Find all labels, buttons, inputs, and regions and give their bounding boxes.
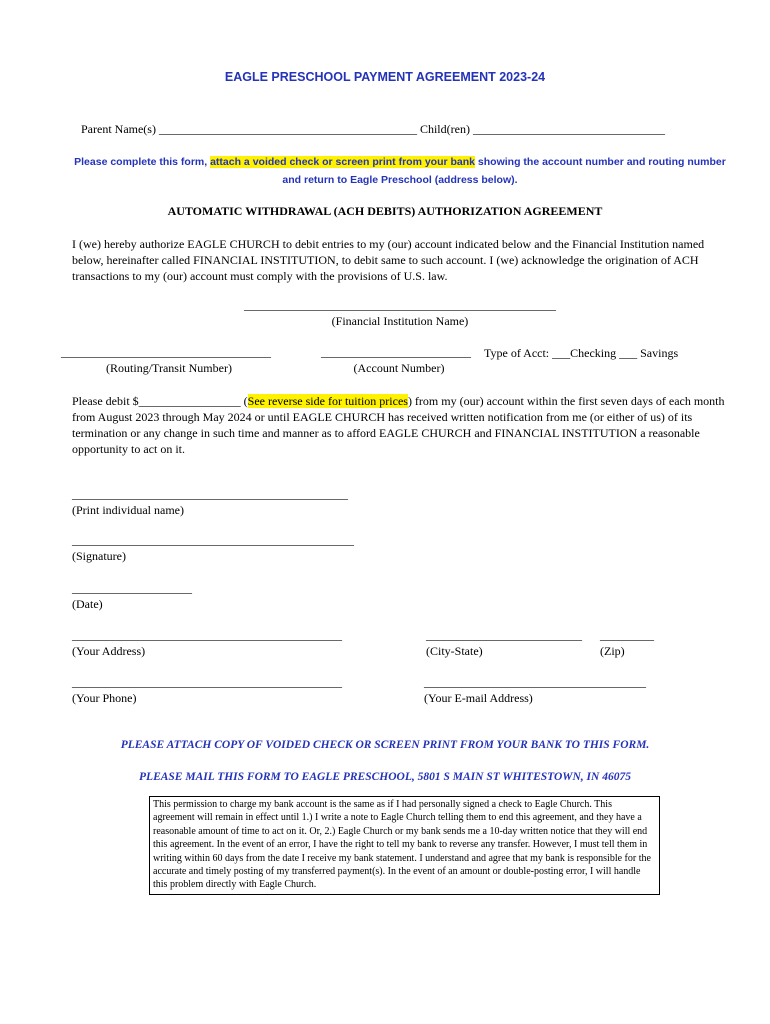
date-label: (Date) <box>72 597 103 611</box>
address-line[interactable]: _____________________________________________ <box>72 628 342 642</box>
section-heading: AUTOMATIC WITHDRAWAL (ACH DEBITS) AUTHORIZATION AGREEMENT <box>167 204 603 218</box>
phone-label: (Your Phone) <box>72 691 137 705</box>
tuition-note-highlight: See reverse side for tuition prices <box>247 394 408 408</box>
instructions-part2: showing the account number and routing number and return to Eagle Preschool (address below). <box>282 156 726 186</box>
city-state-label: (City-State) <box>426 644 483 658</box>
instructions-part1: Please complete this form, <box>74 156 211 168</box>
parent-child-line[interactable]: Parent Name(s) ___________________________________________ Child(ren) ________________________________ <box>81 122 665 136</box>
signature-label: (Signature) <box>72 549 126 563</box>
page-title: EAGLE PRESCHOOL PAYMENT AGREEMENT 2023-24 <box>224 70 546 84</box>
financial-institution-line[interactable]: ____________________________________________________ <box>244 298 556 312</box>
debit-paren: ( <box>243 394 248 408</box>
authorization-text: I (we) hereby authorize EAGLE CHURCH to debit entries to my (our) account indicated below and the Financial Institution named below, hereinafter called FINANCIAL INSTITUTION, to debit same to such account. I (we) acknowledge the origination of ACH transactions to my (our) account must comply with the provisions of U.S. law. <box>72 237 705 283</box>
attach-notice: PLEASE ATTACH COPY OF VOIDED CHECK OR SCREEN PRINT FROM YOUR BANK TO THIS FORM. <box>120 739 650 751</box>
address-label: (Your Address) <box>72 644 146 658</box>
city-state-line[interactable]: __________________________ <box>426 628 582 642</box>
debit-prefix: Please debit $ <box>72 394 139 408</box>
financial-institution-label: (Financial Institution Name) <box>331 314 469 328</box>
date-line[interactable]: ____________________ <box>72 581 192 595</box>
debit-rest: ) from my (our) account within the first seven days of each month from August 2023 through May 2024 or until EAGLE CHURCH has received written notification from me (or either of us) of its termination or any change in such time and manner as to afford EAGLE CHURCH and FINANCIAL INSTITUTION a reasonable opportunity to act on it. <box>72 394 725 456</box>
instructions-highlight: attach a voided check or screen print from your bank <box>210 156 476 168</box>
debit-paragraph <box>72 393 734 457</box>
permission-notice-box: This permission to charge my bank account is the same as if I had personally signed a check to Eagle Church. This agreement will remain in effect until 1.) I write a note to Eagle Church telling them to end this agreement, and they have a reasonable amount of time to act on it. Or, 2.) Eagle Church or my bank sends me a 10-day written notice that they will end this agreement. In the event of an error, I have the right to tell my bank to reverse any transfer. However, I must tell them in writing within 60 days from the date I receive my bank statement. I understand and agree that my bank is responsible for the accurate and timely posting of my transferred payment(s). In the event of an amount or double-posting error, I will handle this problem directly with Eagle Church. <box>149 796 660 895</box>
zip-line[interactable]: _________ <box>600 628 654 642</box>
phone-line[interactable]: _____________________________________________ <box>72 675 342 689</box>
email-line[interactable]: _____________________________________ <box>424 675 646 689</box>
email-label: (Your E-mail Address) <box>424 691 533 705</box>
debit-amount-blank[interactable]: _________________ <box>138 394 244 408</box>
zip-label: (Zip) <box>600 644 625 658</box>
routing-number-line[interactable]: ___________________________________ <box>61 345 271 359</box>
account-number-label: (Account Number) <box>353 361 445 375</box>
print-name-line[interactable]: ______________________________________________ <box>72 487 348 501</box>
print-name-label: (Print individual name) <box>72 503 184 517</box>
account-type-field[interactable]: Type of Acct: ___Checking ___ Savings <box>484 346 679 360</box>
instructions <box>70 153 730 189</box>
mail-notice: PLEASE MAIL THIS FORM TO EAGLE PRESCHOOL, 5801 S MAIN ST WHITESTOWN, IN 46075 <box>139 771 631 783</box>
signature-line[interactable]: _______________________________________________ <box>72 533 354 547</box>
routing-number-label: (Routing/Transit Number) <box>106 361 232 375</box>
account-number-line[interactable]: _________________________ <box>321 345 471 359</box>
